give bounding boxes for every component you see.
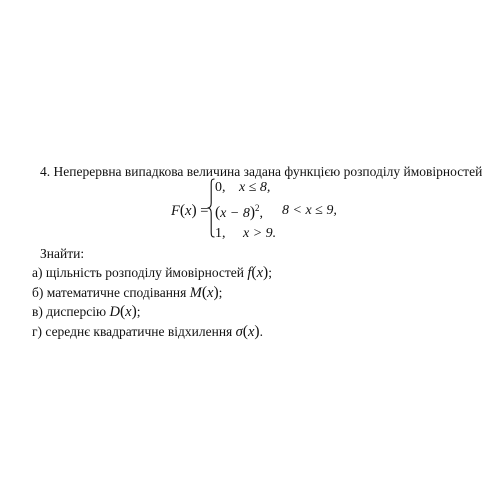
case-2-value: $(x - 8)^2$, [215, 203, 264, 221]
task-text: б) математичне сподівання [32, 284, 187, 300]
task-c: в) дисперсію D(x); [32, 303, 141, 320]
task-d: г) середнє квадратичне відхилення σ(x). [32, 322, 263, 340]
case-1-value: 0, [215, 180, 226, 195]
task-b: б) математичне сподівання M(x); [32, 283, 223, 301]
task-symbol: f [247, 265, 252, 281]
case-3-condition: x > 9. [243, 226, 277, 241]
find-label: Знайти: [40, 246, 85, 261]
task-text: г) середнє квадратичне відхилення [32, 323, 233, 339]
function-name: F [171, 203, 180, 219]
task-symbol: D [109, 304, 120, 320]
function-lhs: F(x) = [171, 202, 209, 219]
problem-title: 4. Неперервна випадкова величина задана функцією розподілу ймовірностей [40, 164, 483, 179]
brace-symbol [207, 178, 215, 238]
case-1-condition: x ≤ 8, [239, 180, 271, 195]
function-arg: x [185, 203, 192, 219]
case-2-condition: 8 < x ≤ 9, [282, 203, 337, 218]
task-text: а) щільність розподілу ймовірностей [32, 265, 245, 280]
task-symbol: M [189, 284, 202, 301]
task-text: в) дисперсію [32, 304, 107, 319]
task-a: а) щільність розподілу ймовірностей f(x); [32, 264, 272, 281]
task-symbol: σ [235, 323, 243, 340]
case-3-value: 1, [215, 226, 226, 241]
task-list [32, 264, 272, 342]
